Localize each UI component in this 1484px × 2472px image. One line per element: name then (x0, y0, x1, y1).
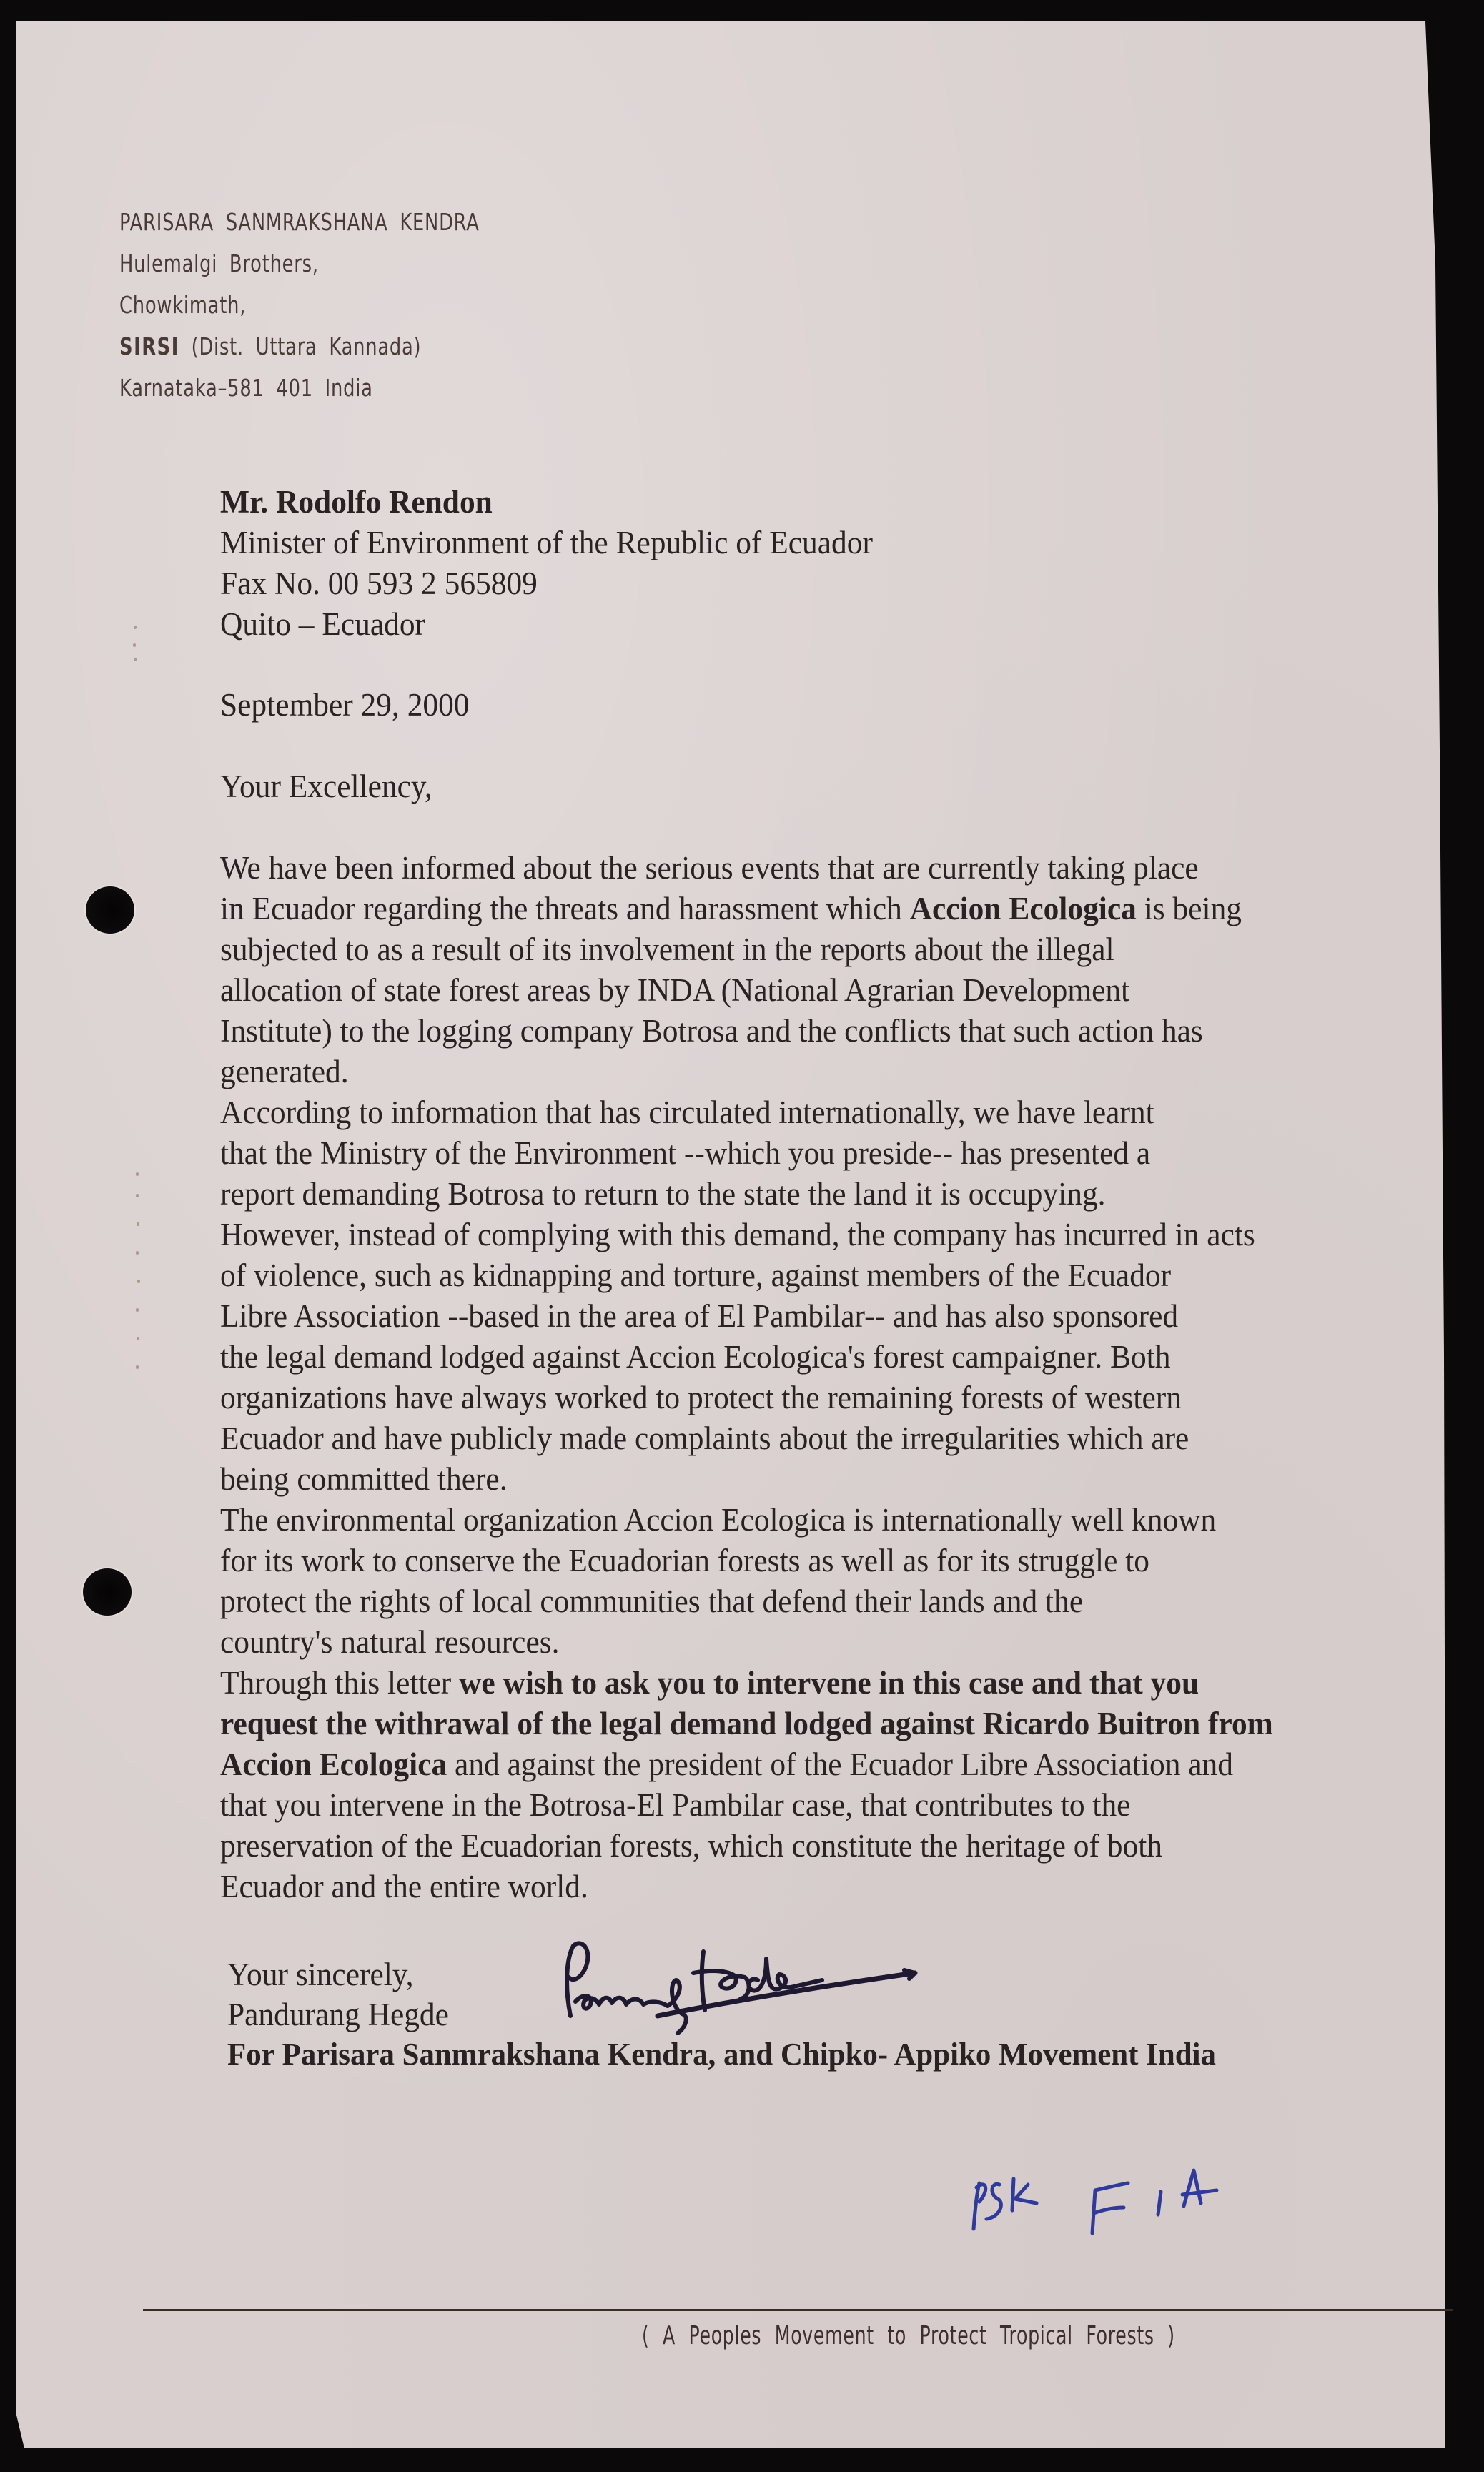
body-text: being committed there. (220, 1461, 508, 1497)
body-text: and against the president of the Ecuador Libre Association and (447, 1746, 1233, 1782)
on-behalf-of: For Parisara Sanmrakshana Kendra, and Chipko- Appiko Movement India (227, 2037, 1216, 2072)
body-text: of violence, such as kidnapping and torture, against members of the Ecuador (220, 1257, 1172, 1293)
body-line (220, 1092, 1273, 1133)
body-text: allocation of state forest areas by INDA (National Agrarian Development (220, 972, 1130, 1008)
recipient-fax: Fax No. 00 593 2 565809 (220, 565, 538, 601)
body-text: is being (1136, 891, 1242, 926)
body-line (220, 1622, 1273, 1663)
body-text: Through this letter (220, 1665, 460, 1701)
address-line: Karnataka–581 401 India (119, 374, 373, 402)
city: SIRSI (119, 332, 179, 360)
address-city-line (119, 326, 480, 367)
paper-speck (137, 1337, 139, 1340)
paper-speck (136, 1365, 139, 1369)
body-line (220, 848, 1273, 889)
paper-speck (134, 626, 137, 629)
body-text: generated. (220, 1054, 349, 1089)
body-text: The environmental organization Accion Ecologica is internationally well known (220, 1502, 1217, 1538)
paper-speck (137, 1280, 140, 1283)
closing-block (227, 1954, 449, 2035)
body-line (220, 1704, 1273, 1744)
paper-speck (136, 1172, 139, 1176)
salutation: Your Excellency, (220, 768, 432, 804)
recipient-name: Mr. Rodolfo Rendon (220, 484, 493, 520)
body-text: report demanding Botrosa to return to the state the land it is occupying. (220, 1176, 1106, 1212)
body-text: that the Ministry of the Environment --which you preside-- has presented a (220, 1135, 1151, 1171)
body-text-bold: we wish to ask you to intervene in this case and that you (459, 1665, 1199, 1701)
signature-stroke (702, 1952, 705, 2010)
body-text: Ecuador and the entire world. (220, 1869, 588, 1904)
body-line (220, 1459, 1273, 1500)
annotation-letter-a (1182, 2170, 1217, 2206)
body-line (220, 1337, 1273, 1378)
paper-speck (134, 658, 137, 661)
handwritten-annotation-icon (958, 2166, 1230, 2238)
body-text: for its work to conserve the Ecuadorian forests as well as for its struggle to (220, 1543, 1150, 1578)
annotation-letter-k (1012, 2179, 1037, 2210)
body-text: Libre Association --based in the area of El Pambilar-- and has also sponsored (220, 1298, 1179, 1334)
body-line (220, 1418, 1273, 1459)
body-line (220, 889, 1273, 929)
body-line (220, 1174, 1273, 1215)
org-name: PARISARA SANMRAKSHANA KENDRA (119, 208, 480, 236)
body-text: country's natural resources. (220, 1624, 560, 1660)
address-line: Hulemalgi Brothers, (119, 249, 319, 277)
body-line (220, 1133, 1273, 1174)
recipient-location: Quito – Ecuador (220, 606, 426, 642)
punch-hole (83, 1568, 132, 1616)
annotation-letter-p (974, 2183, 986, 2229)
body-line (220, 1500, 1273, 1541)
signature-stroke (668, 1980, 686, 2033)
annotation-letter-s (986, 2184, 1001, 2219)
body-text: However, instead of complying with this demand, the company has incurred in acts (220, 1217, 1255, 1252)
letter-date: September 29, 2000 (220, 687, 470, 723)
body-text-bold: request the withrawal of the legal demand lodged against Ricardo Buitron from (220, 1706, 1273, 1741)
letterhead (119, 202, 480, 409)
address-line: Chowkimath, (119, 291, 247, 319)
body-text: Ecuador and have publicly made complaints about the irregularities which are (220, 1420, 1189, 1456)
body-line (220, 1785, 1273, 1826)
annotation-letter-i (1158, 2192, 1161, 2215)
body-text: We have been informed about the serious events that are currently taking place (220, 850, 1199, 886)
body-line (220, 1867, 1273, 1907)
body-text: subjected to as a result of its involvement in the reports about the illegal (220, 931, 1114, 967)
body-text-bold: Accion Ecologica (909, 891, 1137, 926)
body-line (220, 1744, 1273, 1785)
body-line (220, 1826, 1273, 1867)
signatory-name: Pandurang Hegde (227, 1997, 449, 2032)
body-text: that you intervene in the Botrosa-El Pambilar case, that contributes to the (220, 1787, 1131, 1823)
paper-speck (136, 1308, 139, 1312)
footer-tagline: ( A Peoples Movement to Protect Tropical Forests ) (642, 2321, 1175, 2350)
paper-speck (136, 1194, 139, 1197)
annotation-letter-f (1092, 2183, 1128, 2233)
body-line (220, 1541, 1273, 1581)
valediction: Your sincerely, (227, 1957, 414, 1992)
body-text: in Ecuador regarding the threats and harassment which (220, 891, 910, 926)
body-line (220, 1052, 1273, 1092)
body-line (220, 929, 1273, 970)
body-line (220, 970, 1273, 1011)
body-line (220, 1581, 1273, 1622)
body-text-bold: Accion Ecologica (220, 1746, 447, 1782)
body-line (220, 1296, 1273, 1337)
paper-speck (137, 1222, 139, 1226)
body-text: Institute) to the logging company Botrosa and the conflicts that such action has (220, 1013, 1203, 1049)
recipient-title: Minister of Environment of the Republic of Ecuador (220, 525, 873, 560)
punch-hole (86, 886, 134, 934)
body-line (220, 1215, 1273, 1255)
body-text: preservation of the Ecuadorian forests, which constitute the heritage of both (220, 1828, 1163, 1864)
district: (Dist. Uttara Kannada) (191, 332, 422, 360)
body-text: organizations have always worked to protect the remaining forests of western (220, 1380, 1182, 1415)
body-text: According to information that has circulated internationally, we have learnt (220, 1094, 1154, 1130)
signature-stroke (748, 1959, 822, 1991)
body-line (220, 1011, 1273, 1052)
recipient-block (220, 482, 873, 645)
body-text: the legal demand lodged against Accion Ecologica's forest campaigner. Both (220, 1339, 1171, 1375)
paper-speck (133, 643, 136, 647)
letter-body (220, 848, 1273, 1907)
body-line (220, 1255, 1273, 1296)
signature-stroke (575, 1996, 668, 2009)
footer-divider (143, 2309, 1453, 2311)
handwritten-signature-icon (543, 1930, 958, 2045)
paper-speck (136, 1251, 139, 1255)
body-line (220, 1663, 1273, 1704)
body-line (220, 1378, 1273, 1418)
body-text: protect the rights of local communities that defend their lands and the (220, 1583, 1084, 1619)
